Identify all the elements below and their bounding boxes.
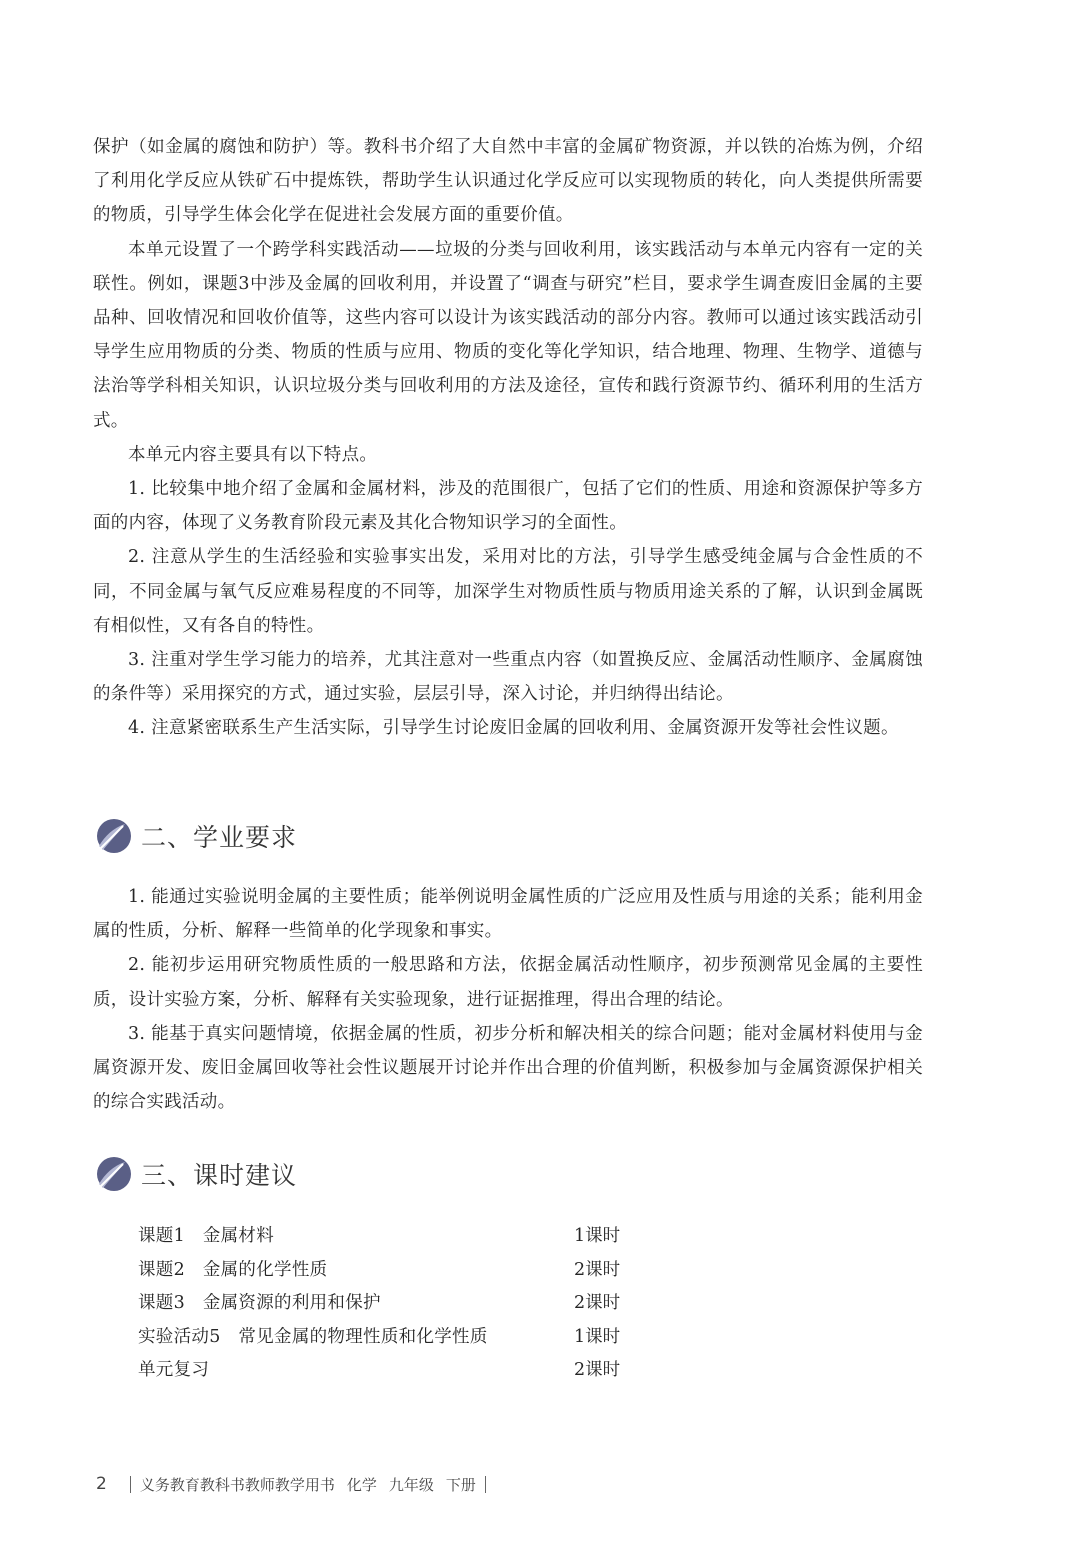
paragraph: 本单元设置了一个跨学科实践活动——垃圾的分类与回收利用，该实践活动与本单元内容有一定的关联性。例如，课题3中涉及金属的回收利用，并设置了“调查与研究”栏目，要求学生调查废旧金属的主要品种、回收情况和回收价值等，这些内容可以设计为该实践活动的部分内容。教师可以通过该实践活动引导学生应用物质的分类、物质的性质与应用、物质的变化等化学知识，结合地理、物理、生物学、道德与法治等学科相关知识，认识垃圾分类与回收利用的方法及途径，宣传和践行资源节约、循环利用的生活方式。 — [93, 239, 923, 431]
section-header — [93, 814, 923, 858]
topic-cell: 课题2 金属的化学性质 — [138, 1259, 328, 1280]
list-item: 1. 能通过实验说明金属的主要性质；能举例说明金属性质的广泛应用及性质与用途的关系；能利用金属的性质，分析、解释一些简单的化学现象和事实。 — [93, 887, 923, 942]
intro-text — [93, 130, 923, 746]
requirements-list — [93, 880, 923, 1119]
table-row — [138, 1220, 698, 1254]
grade: 九年级 — [388, 1475, 434, 1494]
leaf-icon — [93, 816, 133, 856]
hours-cell: 2课时 — [574, 1360, 621, 1380]
list-item: 4. 注意紧密联系生产生活实际，引导学生讨论废旧金属的回收利用、金属资源开发等社会性议题。 — [128, 718, 899, 739]
schedule-table — [138, 1220, 698, 1388]
page-number: 2 — [96, 1474, 107, 1494]
topic-cell: 单元复习 — [138, 1360, 210, 1380]
section-academic-requirements — [93, 814, 923, 1119]
volume: 下册 — [445, 1475, 476, 1494]
leaf-icon — [93, 1154, 133, 1194]
divider — [130, 1476, 131, 1493]
hours-cell: 2课时 — [574, 1293, 621, 1313]
list-item: 1. 比较集中地介绍了金属和金属材料，涉及的范围很广，包括了它们的性质、用途和资源保护等多方面的内容，体现了义务教育阶段元素及其化合物知识学习的全面性。 — [93, 479, 923, 534]
list-item: 2. 能初步运用研究物质性质的一般思路和方法，依据金属活动性顺序，初步预测常见金属的主要性质，设计实验方案，分析、解释有关实验现象，进行证据推理，得出合理的结论。 — [93, 955, 923, 1010]
book-title: 义务教育教科书教师教学用书 — [139, 1475, 335, 1494]
hours-cell: 2课时 — [574, 1259, 621, 1280]
hours-cell: 1课时 — [574, 1226, 621, 1246]
section-title: 三、课时建议 — [141, 1161, 298, 1190]
subject: 化学 — [346, 1475, 377, 1494]
page-footer — [96, 1470, 495, 1498]
topic-cell: 课题1 金属材料 — [138, 1226, 275, 1246]
divider — [485, 1476, 486, 1493]
section-lesson-suggestions — [93, 1152, 923, 1196]
table-row — [138, 1254, 698, 1288]
topic-cell: 实验活动5 常见金属的物理性质和化学性质 — [138, 1326, 488, 1347]
paragraph: 本单元内容主要具有以下特点。 — [128, 444, 378, 465]
section-header — [93, 1152, 923, 1196]
topic-cell: 课题3 金属资源的利用和保护 — [138, 1293, 381, 1313]
table-row — [138, 1354, 698, 1388]
hours-cell: 1课时 — [574, 1326, 621, 1347]
paragraph: 保护（如金属的腐蚀和防护）等。教科书介绍了大自然中丰富的金属矿物资源，并以铁的冶炼为例，介绍了利用化学反应从铁矿石中提炼铁，帮助学生认识通过化学反应可以实现物质的转化，向人类提供所需要的物质，引导学生体会化学在促进社会发展方面的重要价值。 — [93, 137, 923, 226]
table-row — [138, 1321, 698, 1355]
section-title: 二、学业要求 — [141, 823, 298, 852]
table-row — [138, 1287, 698, 1321]
list-item: 3. 能基于真实问题情境，依据金属的性质，初步分析和解决相关的综合问题；能对金属材料使用与金属资源开发、废旧金属回收等社会性议题展开讨论并作出合理的价值判断，积极参加与金属资源保护相关的综合实践活动。 — [93, 1023, 923, 1113]
list-item: 3. 注重对学生学习能力的培养，尤其注意对一些重点内容（如置换反应、金属活动性顺序、金属腐蚀的条件等）采用探究的方式，通过实验，层层引导，深入讨论，并归纳得出结论。 — [93, 650, 923, 705]
list-item: 2. 注意从学生的生活经验和实验事实出发，采用对比的方法，引导学生感受纯金属与合金性质的不同，不同金属与氧气反应难易程度的不同等，加深学生对物质性质与物质用途关系的了解，认识到金属既有相似性，又有各自的特性。 — [93, 547, 923, 636]
